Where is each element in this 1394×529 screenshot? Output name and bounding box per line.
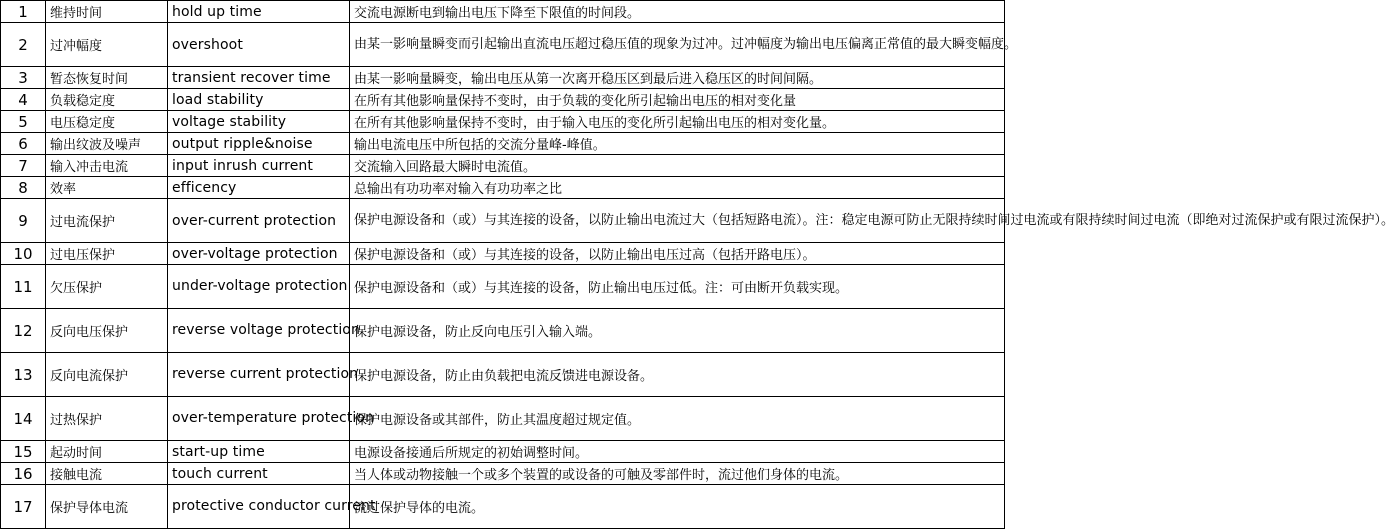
row-number: 1	[1, 1, 46, 23]
term-chinese: 输出纹波及噪声	[46, 133, 168, 155]
table-row	[1, 199, 1005, 243]
row-number: 4	[1, 89, 46, 111]
row-number: 13	[1, 353, 46, 397]
row-number: 16	[1, 463, 46, 485]
term-chinese: 暂态恢复时间	[46, 67, 168, 89]
table-row	[1, 155, 1005, 177]
row-number: 12	[1, 309, 46, 353]
table-row	[1, 23, 1005, 67]
term-definition: 保护电源设备和（或）与其连接的设备，以防止输出电压过高（包括开路电压）。	[350, 243, 1005, 265]
term-chinese: 起动时间	[46, 441, 168, 463]
term-definition: 当人体或动物接触一个或多个装置的或设备的可触及零部件时，流过他们身体的电流。	[350, 463, 1005, 485]
table-row	[1, 177, 1005, 199]
term-english: over-current protection	[168, 199, 350, 243]
term-chinese: 过电流保护	[46, 199, 168, 243]
term-english: over-voltage protection	[168, 243, 350, 265]
term-chinese: 电压稳定度	[46, 111, 168, 133]
row-number: 2	[1, 23, 46, 67]
row-number: 3	[1, 67, 46, 89]
table-row	[1, 441, 1005, 463]
term-english: efficency	[168, 177, 350, 199]
row-number: 14	[1, 397, 46, 441]
row-number: 8	[1, 177, 46, 199]
term-english: output ripple&noise	[168, 133, 350, 155]
term-definition: 在所有其他影响量保持不变时，由于输入电压的变化所引起输出电压的相对变化量。	[350, 111, 1005, 133]
term-english: touch current	[168, 463, 350, 485]
term-definition: 输出电流电压中所包括的交流分量峰-峰值。	[350, 133, 1005, 155]
term-english: load stability	[168, 89, 350, 111]
term-definition: 电源设备接通后所规定的初始调整时间。	[350, 441, 1005, 463]
term-chinese: 过冲幅度	[46, 23, 168, 67]
term-chinese: 保护导体电流	[46, 485, 168, 529]
term-definition: 由某一影响量瞬变而引起输出直流电压超过稳压值的现象为过冲。过冲幅度为输出电压偏离正常值的最大瞬变幅度。	[350, 23, 1005, 67]
term-english: voltage stability	[168, 111, 350, 133]
term-chinese: 接触电流	[46, 463, 168, 485]
table-row	[1, 243, 1005, 265]
term-english: overshoot	[168, 23, 350, 67]
term-definition: 保护电源设备，防止由负载把电流反馈进电源设备。	[350, 353, 1005, 397]
term-definition: 保护电源设备和（或）与其连接的设备，防止输出电压过低。注：可由断开负载实现。	[350, 265, 1005, 309]
term-english: over-temperature protection	[168, 397, 350, 441]
term-english: protective conductor current	[168, 485, 350, 529]
term-chinese: 反向电压保护	[46, 309, 168, 353]
term-english: under-voltage protection	[168, 265, 350, 309]
term-chinese: 维持时间	[46, 1, 168, 23]
table-row	[1, 265, 1005, 309]
term-chinese: 效率	[46, 177, 168, 199]
term-definition: 由某一影响量瞬变，输出电压从第一次离开稳压区到最后进入稳压区的时间间隔。	[350, 67, 1005, 89]
term-english: hold up time	[168, 1, 350, 23]
term-chinese: 输入冲击电流	[46, 155, 168, 177]
row-number: 17	[1, 485, 46, 529]
table-row	[1, 309, 1005, 353]
table-row	[1, 485, 1005, 529]
row-number: 9	[1, 199, 46, 243]
term-chinese: 欠压保护	[46, 265, 168, 309]
term-chinese: 过电压保护	[46, 243, 168, 265]
term-definition: 在所有其他影响量保持不变时，由于负载的变化所引起输出电压的相对变化量	[350, 89, 1005, 111]
term-english: transient recover time	[168, 67, 350, 89]
table-row	[1, 89, 1005, 111]
term-definition: 交流输入回路最大瞬时电流值。	[350, 155, 1005, 177]
table-row	[1, 1, 1005, 23]
term-chinese: 反向电流保护	[46, 353, 168, 397]
table-row	[1, 353, 1005, 397]
row-number: 15	[1, 441, 46, 463]
row-number: 10	[1, 243, 46, 265]
term-english: input inrush current	[168, 155, 350, 177]
table-row	[1, 111, 1005, 133]
term-definition: 保护电源设备和（或）与其连接的设备，以防止输出电流过大（包括短路电流）。注：稳定电源可防止无限持续时间过电流或有限持续时间过电流（即绝对过流保护或有限过流保护）。	[350, 199, 1005, 243]
term-definition: 保护电源设备，防止反向电压引入输入端。	[350, 309, 1005, 353]
table-row	[1, 67, 1005, 89]
term-english: reverse current protection	[168, 353, 350, 397]
term-definition: 流过保护导体的电流。	[350, 485, 1005, 529]
table-row	[1, 133, 1005, 155]
table-row	[1, 463, 1005, 485]
row-number: 11	[1, 265, 46, 309]
term-english: start-up time	[168, 441, 350, 463]
table-row	[1, 397, 1005, 441]
term-english: reverse voltage protection	[168, 309, 350, 353]
term-definition: 保护电源设备或其部件，防止其温度超过规定值。	[350, 397, 1005, 441]
row-number: 5	[1, 111, 46, 133]
row-number: 6	[1, 133, 46, 155]
term-chinese: 负载稳定度	[46, 89, 168, 111]
term-definition: 交流电源断电到输出电压下降至下限值的时间段。	[350, 1, 1005, 23]
row-number: 7	[1, 155, 46, 177]
term-chinese: 过热保护	[46, 397, 168, 441]
term-definition: 总输出有功功率对输入有功功率之比	[350, 177, 1005, 199]
